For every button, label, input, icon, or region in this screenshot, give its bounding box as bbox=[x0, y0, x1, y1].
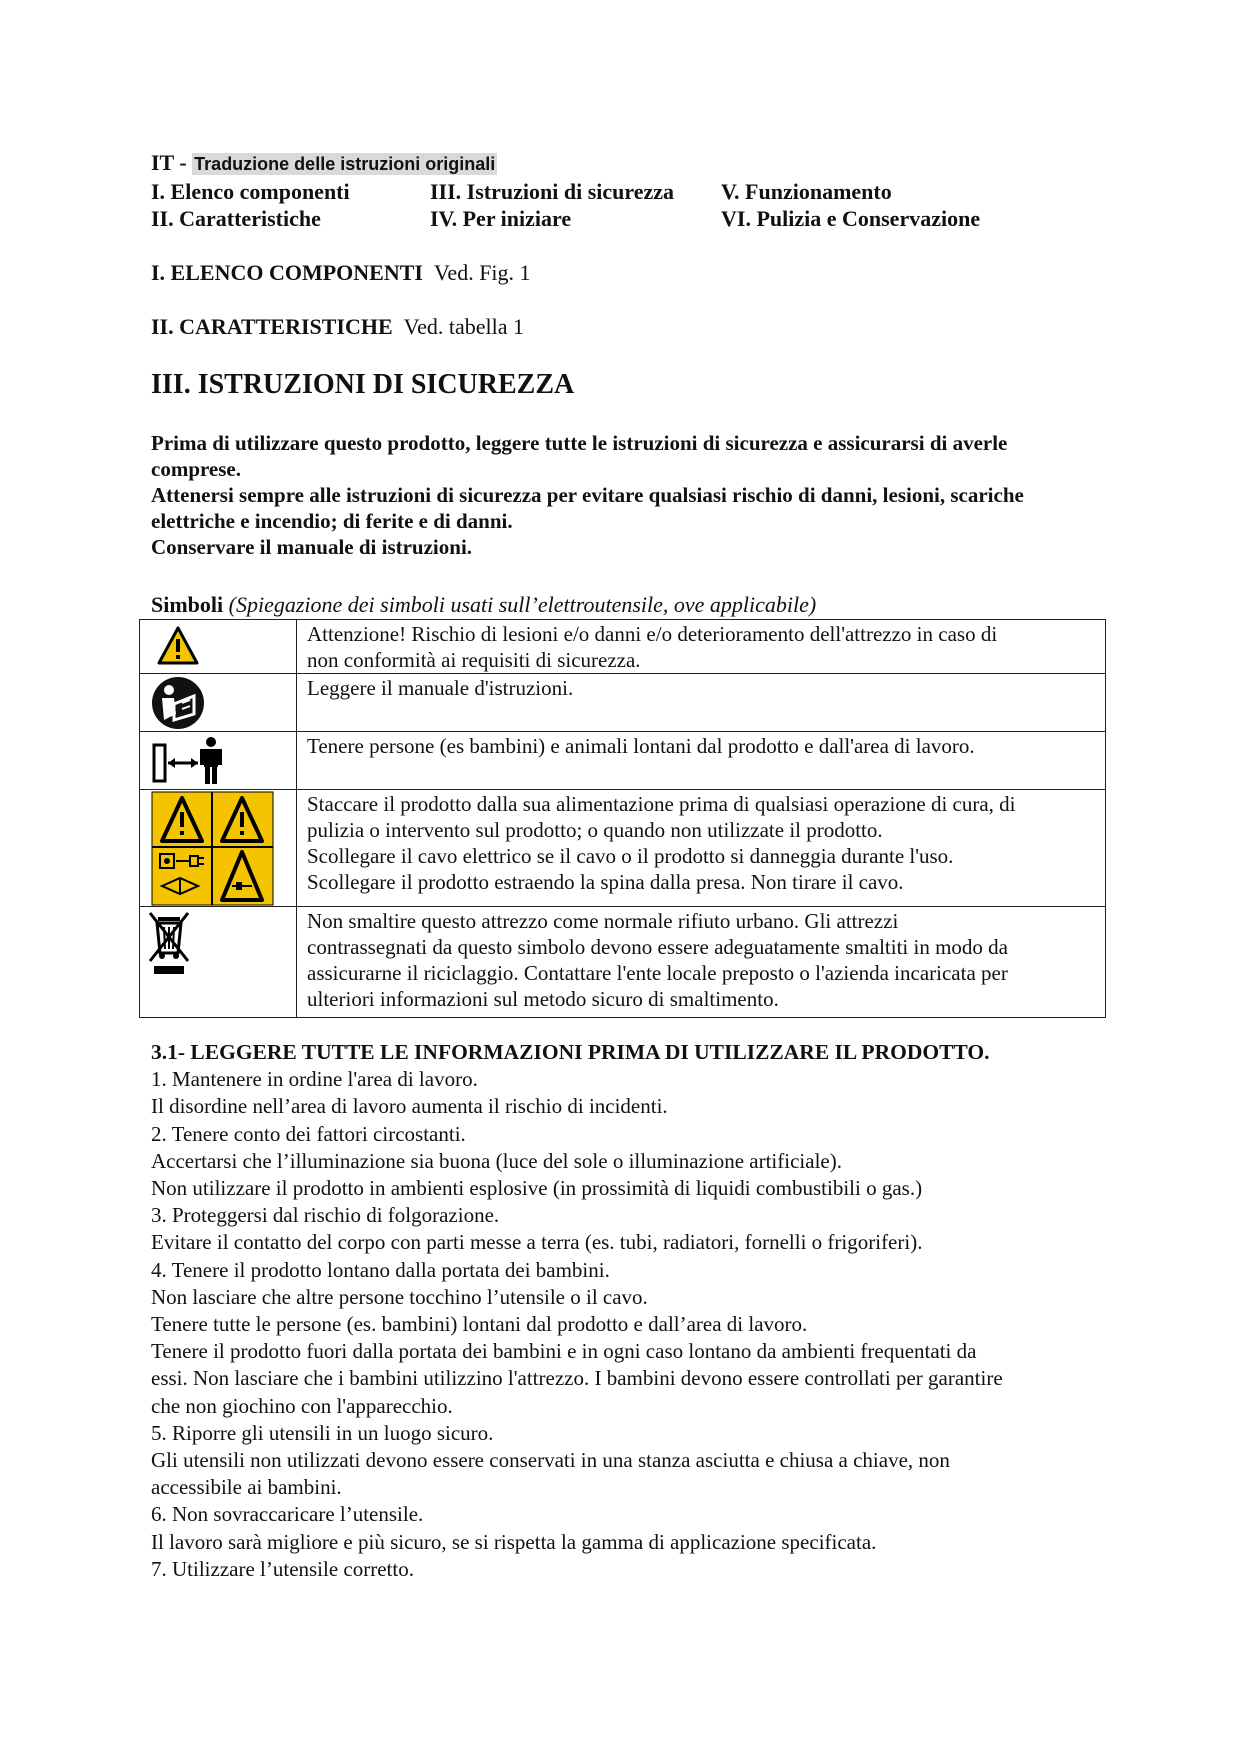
rule-line: Il disordine nell’area di lavoro aumenta il rischio di incidenti. bbox=[151, 1094, 668, 1119]
rule-line: Accertarsi che l’illuminazione sia buona (luce del sole o illuminazione artificiale). bbox=[151, 1148, 842, 1173]
toc-item: V. Funzionamento bbox=[721, 179, 892, 204]
safety-rules bbox=[151, 1039, 1111, 1583]
toc-item: VI. Pulizia e Conservazione bbox=[721, 206, 981, 231]
toc-item: II. Caratteristiche bbox=[151, 206, 321, 231]
description-line: Tenere persone (es bambini) e animali lontani dal prodotto e dall'area di lavoro. bbox=[307, 734, 975, 758]
symbol-description bbox=[297, 907, 1106, 1018]
section-2-heading bbox=[151, 314, 524, 340]
language-code: IT bbox=[151, 150, 174, 175]
table-row bbox=[140, 674, 1106, 732]
symbol-description bbox=[297, 674, 1106, 732]
intro-paragraph: Conservare il manuale di istruzioni. bbox=[151, 535, 473, 559]
read-manual-icon bbox=[140, 674, 296, 731]
rule-line: 4. Tenere il prodotto lontano dalla portata dei bambini. bbox=[151, 1257, 610, 1282]
description-line: Scollegare il cavo elettrico se il cavo o il prodotto si danneggia durante l'uso. bbox=[307, 844, 954, 868]
toc-item: III. Istruzioni di sicurezza bbox=[430, 179, 675, 204]
description-line: pulizia o intervento sul prodotto; o quando non utilizzate il prodotto. bbox=[307, 818, 883, 842]
section-2-title: II. CARATTERISTICHE bbox=[151, 314, 393, 339]
description-line: Non smaltire questo attrezzo come normale rifiuto urbano. Gli attrezzi bbox=[307, 909, 899, 933]
rule-line: 3. Proteggersi dal rischio di folgorazione. bbox=[151, 1203, 500, 1228]
rule-line: Evitare il contatto del corpo con parti messe a terra (es. tubi, radiatori, fornelli o frigoriferi). bbox=[151, 1230, 923, 1255]
rule-line: 7. Utilizzare l’utensile corretto. bbox=[151, 1556, 414, 1581]
toc-item: I. Elenco componenti bbox=[151, 179, 350, 204]
table-row bbox=[140, 732, 1106, 790]
symbol-cell bbox=[140, 907, 297, 1018]
rules-heading: 3.1- LEGGERE TUTTE LE INFORMAZIONI PRIMA DI UTILIZZARE IL PRODOTTO. bbox=[151, 1040, 990, 1064]
description-line: assicurarne il riciclaggio. Contattare l'ente locale preposto o l'azienda incaricata per bbox=[307, 961, 1008, 985]
description-line: Staccare il prodotto dalla sua alimentazione prima di qualsiasi operazione di cura, di bbox=[307, 792, 1016, 816]
weee-bin-icon bbox=[140, 907, 296, 1017]
symbols-table bbox=[139, 619, 1106, 1018]
language-header bbox=[151, 150, 497, 176]
rule-line: Gli utensili non utilizzati devono essere conservati in una stanza asciutta e chiusa a chiave, non bbox=[151, 1448, 950, 1473]
rule-line: che non giochino con l'apparecchio. bbox=[151, 1393, 453, 1418]
symbol-description bbox=[297, 790, 1106, 907]
section-1-ref: Ved. Fig. 1 bbox=[433, 260, 531, 285]
rule-line: accessibile ai bambini. bbox=[151, 1475, 342, 1500]
intro-paragraph: Attenersi sempre alle istruzioni di sicurezza per evitare qualsiasi rischio di danni, lesioni, scariche elettriche e incendio; di ferite e di danni. bbox=[151, 483, 1024, 533]
translation-subtitle: Traduzione delle istruzioni originali bbox=[194, 154, 496, 174]
rule-line: Il lavoro sarà migliore e più sicuro, se si rispetta la gamma di applicazione specificata. bbox=[151, 1529, 877, 1554]
table-row bbox=[140, 790, 1106, 907]
rule-line: 6. Non sovraccaricare l’utensile. bbox=[151, 1502, 424, 1527]
symbol-cell bbox=[140, 732, 297, 790]
table-row bbox=[140, 620, 1106, 674]
symbols-title: Simboli bbox=[151, 592, 224, 617]
symbol-cell bbox=[140, 674, 297, 732]
symbol-cell bbox=[140, 790, 297, 907]
rule-line: Tenere il prodotto fuori dalla portata dei bambini e in ogni caso lontano da ambienti frequentati da bbox=[151, 1339, 977, 1364]
symbols-heading bbox=[151, 592, 816, 618]
unplug-warning-icon bbox=[140, 790, 296, 906]
table-row bbox=[140, 907, 1106, 1018]
section-2-ref: Ved. tabella 1 bbox=[403, 314, 525, 339]
rule-line: Non lasciare che altre persone tocchino l’utensile o il cavo. bbox=[151, 1284, 648, 1309]
rule-line: 2. Tenere conto dei fattori circostanti. bbox=[151, 1121, 466, 1146]
symbol-description bbox=[297, 620, 1106, 674]
rule-line: essi. Non lasciare che i bambini utilizzino l'attrezzo. I bambini devono essere controllati per garantire bbox=[151, 1366, 1003, 1391]
description-line: Leggere il manuale d'istruzioni. bbox=[307, 676, 574, 700]
section-3-title: III. ISTRUZIONI DI SICUREZZA bbox=[151, 369, 575, 400]
keep-distance-icon bbox=[140, 732, 296, 789]
rule-line: Non utilizzare il prodotto in ambienti esplosive (in prossimità di liquidi combustibili o gas.) bbox=[151, 1176, 923, 1201]
symbol-description bbox=[297, 732, 1106, 790]
rule-line: 5. Riporre gli utensili in un luogo sicuro. bbox=[151, 1420, 494, 1445]
description-line: non conformità ai requisiti di sicurezza. bbox=[307, 648, 641, 672]
rule-line: Tenere tutte le persone (es. bambini) lontani dal prodotto e dall’area di lavoro. bbox=[151, 1312, 808, 1337]
symbols-subtitle: (Spiegazione dei simboli usati sull’elettroutensile, ove applicabile) bbox=[228, 592, 817, 617]
description-line: Attenzione! Rischio di lesioni e/o danni e/o deterioramento dell'attrezzo in caso di bbox=[307, 622, 998, 646]
description-line: ulteriori informazioni sul metodo sicuro di smaltimento. bbox=[307, 987, 779, 1011]
intro-paragraph: Prima di utilizzare questo prodotto, leggere tutte le istruzioni di sicurezza e assicurarsi di averle comprese. bbox=[151, 431, 1008, 481]
description-line: contrassegnati da questo simbolo devono essere adeguatamente smaltiti in modo da bbox=[307, 935, 1008, 959]
symbol-cell bbox=[140, 620, 297, 674]
warning-triangle-icon bbox=[140, 620, 296, 672]
language-separator: - bbox=[173, 150, 193, 175]
description-line: Scollegare il prodotto estraendo la spina dalla presa. Non tirare il cavo. bbox=[307, 870, 904, 894]
section-1-heading bbox=[151, 260, 531, 286]
safety-intro bbox=[151, 430, 1101, 560]
rule-line: 1. Mantenere in ordine l'area di lavoro. bbox=[151, 1067, 478, 1092]
toc-item: IV. Per iniziare bbox=[430, 206, 572, 231]
section-1-title: I. ELENCO COMPONENTI bbox=[151, 260, 423, 285]
